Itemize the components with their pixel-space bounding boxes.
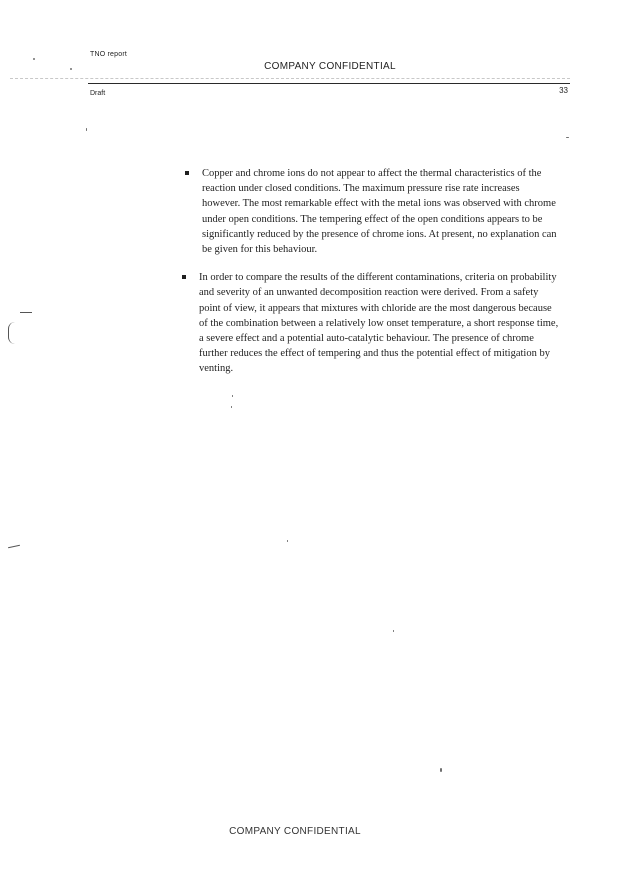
scan-mark <box>8 322 15 344</box>
scan-speck <box>33 58 35 60</box>
report-label: TNO report <box>90 51 128 58</box>
bullet-text: In order to compare the results of the different contaminations, criteria on probability and severity of an unwanted decomposition reaction were derived. From a safety point of view, it appears that mixtures with chloride are the most dangerous because of the combination between a relatively low onset temperature, a short response time, a severe effect and a potential auto-catalytic behaviour. The presence of chrome further reduces the effect of tempering and thus the potential effect of mitigation by venting. <box>199 272 559 375</box>
scan-speck <box>70 68 72 70</box>
scan-speck <box>231 406 232 408</box>
scan-mark <box>20 312 32 313</box>
scan-speck <box>393 630 394 632</box>
scan-speck <box>86 128 87 131</box>
faint-scan-line <box>10 78 570 79</box>
page-number: 33 <box>559 86 568 95</box>
bullet-item <box>180 166 560 257</box>
bullet-text: Copper and chrome ions do not appear to affect the thermal characteristics of the reaction under closed conditions. The maximum pressure rise rate increases however. The most remarkable effect with the metal ions was observed with chrome under open conditions. The tempering effect of the open conditions appears to be significantly reduced by the presence of chrome ions. At present, no explanation can be given for this behaviour. <box>202 168 557 256</box>
bullet-item <box>177 270 560 376</box>
bullet-marker <box>182 275 186 279</box>
header-rule <box>88 83 570 84</box>
scan-mark <box>8 545 20 548</box>
confidential-footer: COMPANY CONFIDENTIAL <box>229 826 361 837</box>
draft-label: Draft <box>90 90 106 97</box>
bullet-marker <box>185 171 189 175</box>
scan-speck <box>287 540 288 542</box>
scan-speck <box>232 395 233 397</box>
scan-speck <box>566 137 569 138</box>
bullet-list <box>180 166 560 390</box>
confidential-header: COMPANY CONFIDENTIAL <box>264 61 396 72</box>
scan-speck <box>440 768 442 772</box>
